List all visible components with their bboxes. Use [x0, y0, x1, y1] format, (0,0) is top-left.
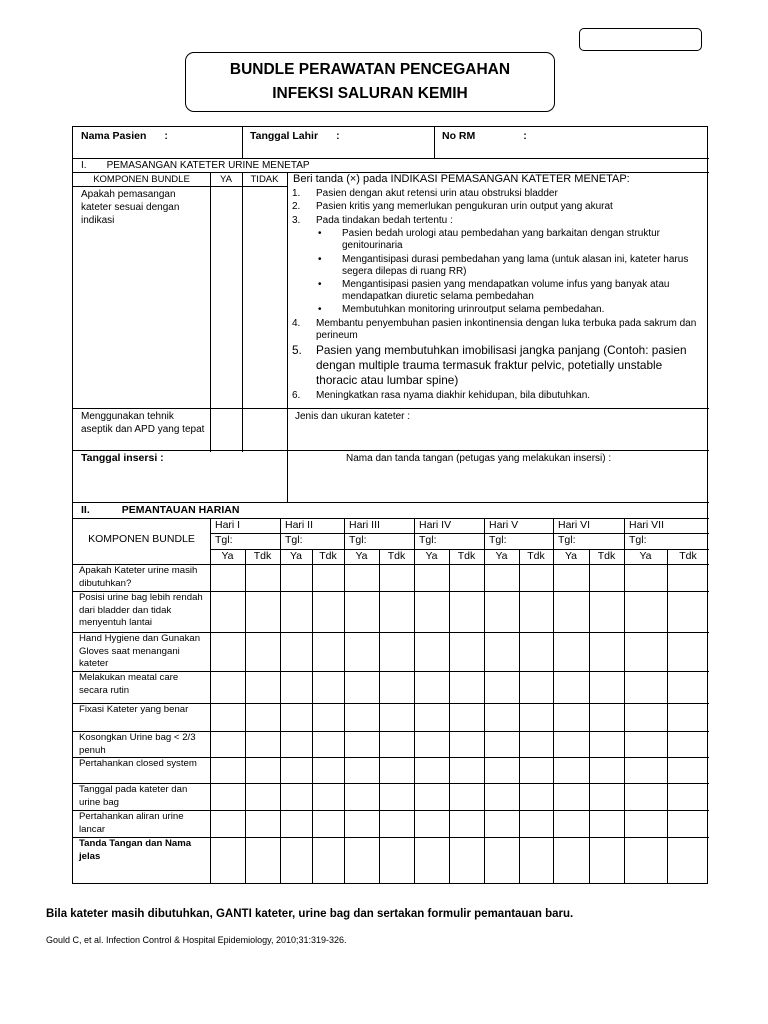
monitoring-row-label: Hand Hygiene dan Gunakan Gloves saat menangani kateter	[79, 633, 201, 670]
monitoring-row-label: Tanggal pada kateter dan urine bag	[79, 784, 188, 808]
question-indication: Apakah pemasangan kateter sesuai dengan indikasi	[81, 189, 180, 226]
monitoring-row-label: Posisi urine bag lebih rendah dari bladder dan tidak menyentuh lantai	[79, 592, 203, 629]
day-header: Hari IV	[419, 519, 452, 531]
divider	[210, 518, 211, 884]
divider	[242, 127, 243, 158]
day-no-header: Tdk	[253, 550, 272, 562]
day-header: Hari III	[349, 519, 380, 531]
day-yes-header: Ya	[221, 550, 234, 562]
indication-item: 6. Meningkatkan rasa nyama diakhir kehidupan, bila dibutuhkan.	[292, 389, 591, 401]
indication-item: 4. Membantu penyembuhan pasien inkontinensia dengan luka terbuka pada sakrum dan perineum	[292, 317, 697, 341]
monitoring-row-label: Tanda Tangan dan Nama jelas	[79, 838, 192, 862]
day-yes-header: Ya	[564, 550, 578, 562]
day-date-label: Tgl:	[349, 534, 367, 546]
day-date-label: Tgl:	[489, 534, 507, 546]
day-yes-header: Ya	[289, 550, 303, 562]
form-title-line-2: INFEKSI SALURAN KEMIH	[272, 85, 468, 102]
footer-note: Bila kateter masih dibutuhkan, GANTI kateter, urine bag dan sertakan formulir pemantauan baru.	[46, 908, 574, 920]
divider	[624, 518, 625, 884]
bullet-icon: •	[318, 228, 322, 240]
indication-item: 2. Pasien kritis yang memerlukan pengukuran urin output yang akurat	[292, 201, 613, 213]
divider	[312, 549, 313, 884]
divider	[589, 549, 590, 884]
divider	[344, 518, 345, 884]
indication-instruction: Beri tanda (×) pada INDIKASI PEMASANGAN KATETER MENETAP:	[293, 173, 630, 185]
indication-item: 5. Pasien yang membutuhkan imobilisasi jangka panjang (Contoh: pasien dengan multiple trauma termasuk fraktur pelvic, potetially unstable thoracic atau lumbar spine)	[292, 343, 687, 388]
day-header: Hari V	[489, 519, 519, 531]
divider	[414, 518, 415, 884]
day-date-label: Tgl:	[558, 534, 576, 546]
patient-dob-label: Tanggal Lahir :	[250, 130, 340, 142]
bullet-icon: •	[318, 304, 322, 316]
day-yes-header: Ya	[639, 550, 652, 562]
day-date-label: Tgl:	[419, 534, 437, 546]
divider	[667, 549, 668, 884]
divider	[287, 172, 288, 502]
monitoring-row-label: Pertahankan aliran urine lancar	[79, 811, 184, 835]
divider	[73, 518, 709, 519]
bullet-icon: •	[318, 278, 322, 290]
form-title	[185, 52, 555, 112]
divider	[73, 450, 709, 451]
question-aseptic: Menggunakan tehnik aseptik dan APD yang tepat	[81, 411, 205, 435]
day-date-label: Tgl:	[285, 534, 303, 546]
day-header: Hari VII	[629, 519, 665, 531]
divider	[73, 186, 287, 187]
day-yes-header: Ya	[355, 550, 368, 562]
day-no-header: Tdk	[679, 550, 697, 562]
sub-indication-item: • Mengantisipasi durasi pembedahan yang lama (untuk alasan ini, kateter harus segera dilepas di ruang RR)	[318, 253, 689, 277]
col-header-no: TIDAK	[250, 174, 279, 185]
divider	[519, 549, 520, 884]
section-1-heading: I. PEMASANGAN KATETER URINE MENETAP	[81, 160, 310, 171]
day-header: Hari I	[215, 519, 241, 531]
monitoring-row-label: Pertahankan closed system	[79, 758, 197, 769]
day-yes-header: Ya	[495, 550, 508, 562]
monitoring-row-label: Melakukan meatal care secara rutin	[79, 672, 179, 696]
day-no-header: Tdk	[597, 550, 616, 562]
divider	[245, 549, 246, 884]
day-no-header: Tdk	[457, 550, 476, 562]
divider	[210, 172, 211, 452]
footer-reference: Gould C, et al. Infection Control & Hospital Epidemiology, 2010;31:319-326.	[46, 935, 347, 945]
divider	[434, 127, 435, 158]
indication-item: 1. Pasien dengan akut retensi urin atau obstruksi bladder	[292, 188, 558, 199]
bullet-icon: •	[318, 253, 322, 265]
day-date-label: Tgl:	[629, 534, 647, 546]
divider	[280, 518, 281, 884]
indication-item: 3. Pada tindakan bedah tertentu :	[292, 214, 453, 226]
col-header-yes: YA	[220, 174, 232, 185]
inserter-signature-label: Nama dan tanda tangan (petugas yang melakukan insersi) :	[346, 453, 612, 464]
sub-indication-item: • Pasien bedah urologi atau pembedahan yang barkaitan dengan struktur genitourinaria	[318, 228, 661, 252]
patient-mrn-label: No RM :	[442, 130, 527, 142]
col-header-component: KOMPONEN BUNDLE	[88, 533, 195, 545]
monitoring-row-label: Fixasi Kateter yang benar	[79, 704, 189, 715]
document-code-box	[579, 28, 702, 51]
patient-name-label: Nama Pasien :	[81, 130, 168, 142]
day-no-header: Tdk	[319, 550, 337, 562]
day-yes-header: Ya	[425, 550, 438, 562]
day-header: Hari VI	[558, 519, 591, 531]
divider	[484, 518, 485, 884]
day-no-header: Tdk	[527, 550, 545, 562]
divider	[449, 549, 450, 884]
monitoring-row-label: Apakah Kateter urine masih dibutuhkan?	[79, 565, 198, 589]
section-2-heading: II. PEMANTAUAN HARIAN	[81, 504, 240, 516]
catheter-type-label: Jenis dan ukuran kateter :	[295, 411, 411, 422]
divider	[73, 502, 709, 503]
divider	[379, 549, 380, 884]
sub-indication-item: • Mengantisipasi pasien yang mendapatkan volume infus yang banyak atau mendapatkan diuretic selama pembedahan	[318, 278, 670, 302]
bundle-form	[72, 126, 708, 884]
day-no-header: Tdk	[387, 550, 406, 562]
divider	[73, 408, 709, 409]
form-title-line-1: BUNDLE PERAWATAN PENCEGAHAN	[229, 61, 511, 78]
col-header-component: KOMPONEN BUNDLE	[93, 174, 190, 185]
divider	[242, 172, 243, 452]
sub-indication-item: • Membutuhkan monitoring urinroutput selama pembedahan.	[318, 304, 605, 316]
divider	[553, 518, 554, 884]
insertion-date-label: Tanggal insersi :	[81, 452, 164, 464]
indication-list	[292, 188, 702, 403]
day-date-label: Tgl:	[215, 534, 233, 546]
monitoring-row-label: Kosongkan Urine bag < 2/3 penuh	[79, 732, 196, 756]
day-header: Hari II	[285, 519, 314, 531]
